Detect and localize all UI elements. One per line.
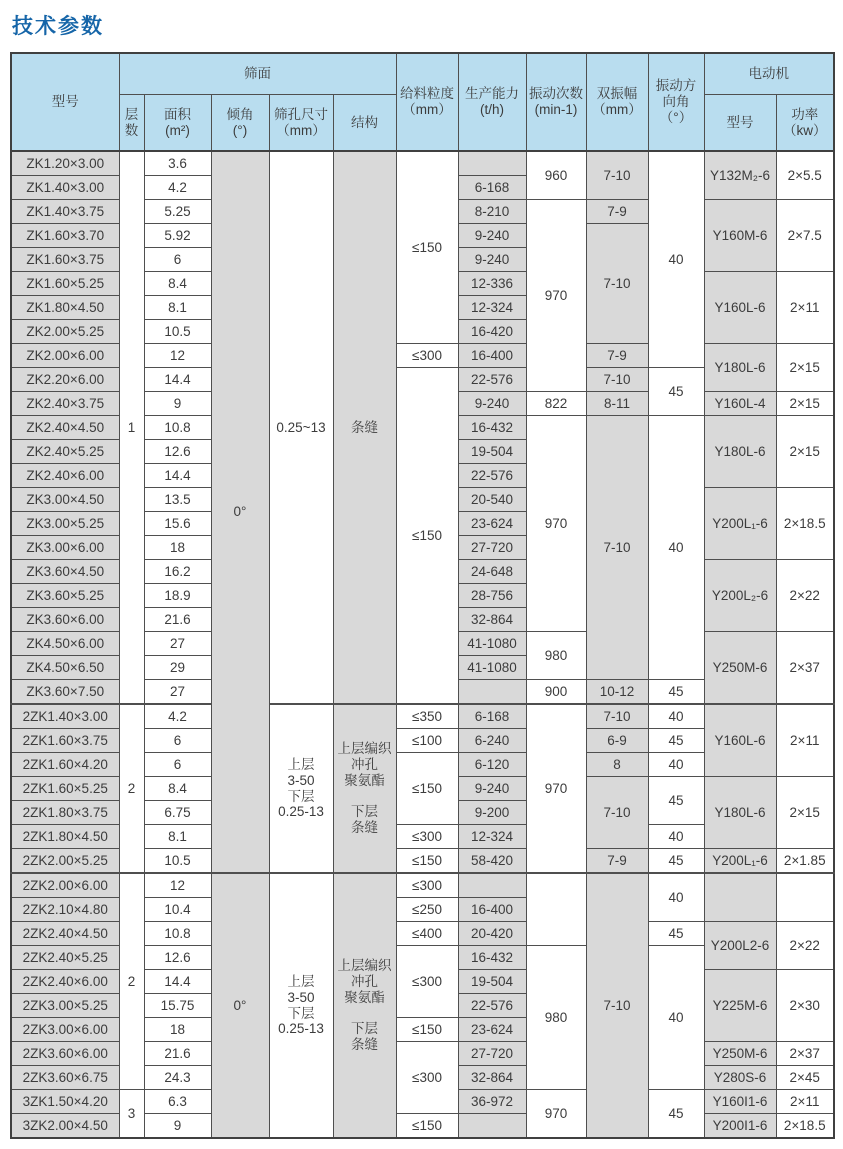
cell-model: 3ZK2.00×4.50: [11, 1114, 119, 1139]
cell-motor-model: Y132M₂-6: [704, 151, 776, 200]
cell-layers: 2: [119, 873, 144, 1090]
cell-model: 3ZK1.50×4.20: [11, 1090, 119, 1114]
cell-model: ZK3.60×5.25: [11, 584, 119, 608]
cell-feed-size: ≤300: [396, 873, 458, 898]
cell-area: 27: [144, 680, 211, 705]
cell-motor-model: [704, 873, 776, 922]
cell-feed-size: ≤150: [396, 151, 458, 344]
cell-model: 2ZK2.40×5.25: [11, 946, 119, 970]
cell-motor-model: Y160L-6: [704, 704, 776, 777]
header-capacity: 生产能力 (t/h): [458, 53, 526, 151]
cell-model: 2ZK3.00×6.00: [11, 1018, 119, 1042]
cell-motor-model: Y200L₁-6: [704, 849, 776, 874]
cell-vibration-frequency: 980: [526, 632, 586, 680]
cell-capacity: 28-756: [458, 584, 526, 608]
cell-area: 14.4: [144, 368, 211, 392]
cell-vibration-angle: 40: [648, 151, 704, 368]
cell-amplitude: 8-11: [586, 392, 648, 416]
spec-table-body: [11, 151, 834, 1138]
cell-area: 14.4: [144, 464, 211, 488]
cell-motor-model: Y250M-6: [704, 632, 776, 705]
cell-capacity: 23-624: [458, 512, 526, 536]
cell-motor-model: Y200L₂-6: [704, 560, 776, 632]
cell-area: 13.5: [144, 488, 211, 512]
cell-area: 10.8: [144, 416, 211, 440]
cell-area: 12.6: [144, 440, 211, 464]
cell-layers: 2: [119, 704, 144, 873]
cell-capacity: 27-720: [458, 1042, 526, 1066]
header-screen-surface: 筛面: [119, 53, 396, 95]
cell-model: ZK2.00×5.25: [11, 320, 119, 344]
header-motor-model: 型号: [704, 95, 776, 152]
cell-model: 2ZK1.60×3.75: [11, 729, 119, 753]
cell-motor-model: Y200L₁-6: [704, 488, 776, 560]
header-motor: 电动机: [704, 53, 834, 95]
cell-area: 18.9: [144, 584, 211, 608]
cell-amplitude: 10-12: [586, 680, 648, 705]
cell-capacity: [458, 680, 526, 705]
cell-model: ZK1.60×3.75: [11, 248, 119, 272]
cell-area: 6.3: [144, 1090, 211, 1114]
cell-model: ZK1.80×4.50: [11, 296, 119, 320]
cell-area: 10.8: [144, 922, 211, 946]
cell-area: 6: [144, 248, 211, 272]
header-model: 型号: [11, 53, 119, 151]
cell-model: 2ZK3.60×6.00: [11, 1042, 119, 1066]
cell-model: ZK3.00×6.00: [11, 536, 119, 560]
cell-motor-power: 2×11: [776, 704, 834, 777]
cell-incline: 0°: [211, 151, 269, 873]
cell-model: ZK1.40×3.00: [11, 176, 119, 200]
cell-amplitude: 7-9: [586, 849, 648, 874]
cell-vibration-angle: 45: [648, 1090, 704, 1139]
cell-area: 8.1: [144, 825, 211, 849]
cell-vibration-frequency: 970: [526, 704, 586, 873]
cell-amplitude: 7-10: [586, 416, 648, 680]
cell-capacity: 6-120: [458, 753, 526, 777]
cell-motor-power: 2×22: [776, 922, 834, 970]
cell-vibration-frequency: 822: [526, 392, 586, 416]
cell-motor-model: Y180L-6: [704, 344, 776, 392]
cell-motor-power: 2×5.5: [776, 151, 834, 200]
header-vibration-angle: 振动方 向角 （°）: [648, 53, 704, 151]
cell-area: 8.4: [144, 272, 211, 296]
cell-area: 12: [144, 873, 211, 898]
cell-capacity: 16-400: [458, 898, 526, 922]
cell-motor-model: Y280S-6: [704, 1066, 776, 1090]
cell-motor-power: 2×15: [776, 392, 834, 416]
cell-capacity: 12-336: [458, 272, 526, 296]
cell-amplitude: 7-10: [586, 151, 648, 200]
cell-area: 21.6: [144, 608, 211, 632]
cell-motor-model: Y180L-6: [704, 777, 776, 849]
cell-vibration-angle: 45: [648, 729, 704, 753]
cell-capacity: 19-504: [458, 970, 526, 994]
cell-model: ZK2.40×6.00: [11, 464, 119, 488]
cell-model: ZK3.60×7.50: [11, 680, 119, 705]
cell-vibration-angle: 45: [648, 849, 704, 874]
cell-structure: 条缝: [333, 151, 396, 704]
cell-area: 6.75: [144, 801, 211, 825]
cell-capacity: 41-1080: [458, 656, 526, 680]
cell-capacity: 22-576: [458, 464, 526, 488]
cell-model: 2ZK2.40×6.00: [11, 970, 119, 994]
cell-structure: 上层编织 冲孔 聚氨酯 下层 条缝: [333, 873, 396, 1138]
cell-model: ZK2.20×6.00: [11, 368, 119, 392]
cell-model: ZK2.40×5.25: [11, 440, 119, 464]
cell-capacity: 16-432: [458, 416, 526, 440]
cell-area: 15.75: [144, 994, 211, 1018]
cell-capacity: 6-168: [458, 176, 526, 200]
cell-motor-model: Y225M-6: [704, 970, 776, 1042]
cell-capacity: 27-720: [458, 536, 526, 560]
header-row: [11, 53, 834, 95]
cell-motor-power: 2×18.5: [776, 488, 834, 560]
cell-vibration-angle: 40: [648, 825, 704, 849]
cell-capacity: 12-324: [458, 825, 526, 849]
cell-area: 6: [144, 729, 211, 753]
cell-amplitude: 7-9: [586, 344, 648, 368]
cell-model: ZK3.60×4.50: [11, 560, 119, 584]
cell-capacity: 6-168: [458, 704, 526, 729]
cell-motor-model: Y180L-6: [704, 416, 776, 488]
cell-capacity: 8-210: [458, 200, 526, 224]
cell-area: 12: [144, 344, 211, 368]
cell-motor-power: 2×11: [776, 272, 834, 344]
cell-motor-model: Y160L-4: [704, 392, 776, 416]
cell-vibration-angle: 40: [648, 753, 704, 777]
cell-vibration-angle: 40: [648, 416, 704, 680]
cell-motor-power: 2×37: [776, 632, 834, 705]
spec-table-header: [11, 53, 834, 151]
header-motor-power: 功率 （kw）: [776, 95, 834, 152]
cell-vibration-angle: 40: [648, 873, 704, 922]
cell-capacity: 16-420: [458, 320, 526, 344]
cell-layers: 3: [119, 1090, 144, 1139]
cell-model: ZK4.50×6.50: [11, 656, 119, 680]
cell-area: 8.4: [144, 777, 211, 801]
cell-area: 29: [144, 656, 211, 680]
cell-model: ZK1.60×5.25: [11, 272, 119, 296]
cell-vibration-frequency: 970: [526, 200, 586, 392]
cell-model: ZK2.40×3.75: [11, 392, 119, 416]
cell-model: 2ZK1.60×4.20: [11, 753, 119, 777]
cell-vibration-frequency: 960: [526, 151, 586, 200]
cell-capacity: 9-240: [458, 224, 526, 248]
cell-model: 2ZK3.60×6.75: [11, 1066, 119, 1090]
cell-model: ZK3.60×6.00: [11, 608, 119, 632]
cell-capacity: 20-540: [458, 488, 526, 512]
cell-mesh-size: 0.25~13: [269, 151, 333, 704]
cell-capacity: 58-420: [458, 849, 526, 874]
header-feed-size: 给料粒度 （mm）: [396, 53, 458, 151]
cell-motor-power: 2×1.85: [776, 849, 834, 874]
cell-vibration-frequency: 980: [526, 946, 586, 1090]
header-layers: 层 数: [119, 95, 144, 152]
cell-motor-power: 2×30: [776, 970, 834, 1042]
cell-feed-size: ≤150: [396, 753, 458, 825]
cell-motor-model: Y200I1-6: [704, 1114, 776, 1139]
cell-capacity: 6-240: [458, 729, 526, 753]
cell-model: 2ZK1.80×3.75: [11, 801, 119, 825]
cell-amplitude: 7-10: [586, 704, 648, 729]
cell-amplitude: 7-9: [586, 200, 648, 224]
cell-area: 12.6: [144, 946, 211, 970]
cell-area: 18: [144, 536, 211, 560]
cell-area: 15.6: [144, 512, 211, 536]
cell-motor-model: Y250M-6: [704, 1042, 776, 1066]
cell-motor-power: 2×15: [776, 344, 834, 392]
cell-capacity: 16-432: [458, 946, 526, 970]
cell-model: 2ZK2.00×6.00: [11, 873, 119, 898]
cell-vibration-angle: 45: [648, 680, 704, 705]
cell-capacity: 9-240: [458, 777, 526, 801]
cell-feed-size: ≤300: [396, 825, 458, 849]
cell-vibration-frequency: [526, 873, 586, 946]
cell-feed-size: ≤150: [396, 1114, 458, 1139]
cell-model: 2ZK3.00×5.25: [11, 994, 119, 1018]
cell-model: ZK1.20×3.00: [11, 151, 119, 176]
cell-amplitude: 6-9: [586, 729, 648, 753]
cell-capacity: 9-240: [458, 248, 526, 272]
cell-capacity: [458, 1114, 526, 1139]
cell-area: 16.2: [144, 560, 211, 584]
cell-motor-power: 2×22: [776, 560, 834, 632]
cell-area: 14.4: [144, 970, 211, 994]
cell-motor-power: [776, 873, 834, 922]
cell-mesh-size: 上层 3-50 下层 0.25-13: [269, 704, 333, 873]
cell-motor-model: Y160M-6: [704, 200, 776, 272]
cell-vibration-angle: 40: [648, 946, 704, 1090]
cell-feed-size: ≤250: [396, 898, 458, 922]
cell-capacity: [458, 873, 526, 898]
header-area: 面积 (m²): [144, 95, 211, 152]
cell-motor-model: Y160L-6: [704, 272, 776, 344]
cell-capacity: 12-324: [458, 296, 526, 320]
cell-capacity: 22-576: [458, 994, 526, 1018]
cell-motor-power: 2×37: [776, 1042, 834, 1066]
cell-amplitude: 8: [586, 753, 648, 777]
cell-feed-size: ≤300: [396, 1042, 458, 1114]
cell-capacity: 23-624: [458, 1018, 526, 1042]
header-amplitude: 双振幅 （mm）: [586, 53, 648, 151]
cell-motor-model: Y200L2-6: [704, 922, 776, 970]
cell-motor-power: 2×18.5: [776, 1114, 834, 1139]
cell-model: 2ZK2.40×4.50: [11, 922, 119, 946]
cell-area: 8.1: [144, 296, 211, 320]
cell-capacity: 36-972: [458, 1090, 526, 1114]
cell-model: 2ZK2.00×5.25: [11, 849, 119, 874]
cell-area: 4.2: [144, 704, 211, 729]
cell-capacity: 9-240: [458, 392, 526, 416]
cell-vibration-angle: 45: [648, 922, 704, 946]
cell-capacity: 9-200: [458, 801, 526, 825]
cell-motor-model: Y160I1-6: [704, 1090, 776, 1114]
cell-mesh-size: 上层 3-50 下层 0.25-13: [269, 873, 333, 1138]
cell-feed-size: ≤150: [396, 849, 458, 874]
cell-structure: 上层编织 冲孔 聚氨酯 下层 条缝: [333, 704, 396, 873]
cell-amplitude: 7-10: [586, 368, 648, 392]
cell-area: 24.3: [144, 1066, 211, 1090]
cell-area: 4.2: [144, 176, 211, 200]
cell-model: 2ZK2.10×4.80: [11, 898, 119, 922]
cell-vibration-frequency: 900: [526, 680, 586, 705]
cell-model: ZK3.00×4.50: [11, 488, 119, 512]
cell-area: 6: [144, 753, 211, 777]
cell-capacity: 24-648: [458, 560, 526, 584]
cell-model: ZK2.00×6.00: [11, 344, 119, 368]
table-row: [11, 151, 834, 176]
cell-capacity: 19-504: [458, 440, 526, 464]
cell-vibration-frequency: 970: [526, 416, 586, 632]
cell-motor-power: 2×15: [776, 416, 834, 488]
cell-area: 5.92: [144, 224, 211, 248]
header-vibration-frequency: 振动次数 (min-1): [526, 53, 586, 151]
cell-amplitude: 7-10: [586, 224, 648, 344]
page-title: 技术参数: [12, 15, 104, 38]
cell-area: 10.4: [144, 898, 211, 922]
cell-area: 18: [144, 1018, 211, 1042]
cell-model: ZK4.50×6.00: [11, 632, 119, 656]
cell-vibration-frequency: 970: [526, 1090, 586, 1139]
cell-model: 2ZK1.80×4.50: [11, 825, 119, 849]
cell-capacity: 32-864: [458, 1066, 526, 1090]
cell-motor-power: 2×15: [776, 777, 834, 849]
cell-feed-size: ≤150: [396, 1018, 458, 1042]
cell-model: ZK2.40×4.50: [11, 416, 119, 440]
cell-incline: 0°: [211, 873, 269, 1138]
cell-area: 10.5: [144, 320, 211, 344]
cell-capacity: [458, 151, 526, 176]
cell-amplitude: 7-10: [586, 873, 648, 1138]
table-row: [11, 704, 834, 729]
table-row: [11, 873, 834, 898]
cell-capacity: 22-576: [458, 368, 526, 392]
cell-area: 10.5: [144, 849, 211, 874]
cell-feed-size: ≤150: [396, 368, 458, 705]
header-structure: 结构: [333, 95, 396, 152]
spec-table: [10, 52, 835, 1139]
cell-amplitude: 7-10: [586, 777, 648, 849]
cell-model: 2ZK1.60×5.25: [11, 777, 119, 801]
cell-area: 9: [144, 392, 211, 416]
cell-vibration-angle: 45: [648, 777, 704, 825]
cell-motor-power: 2×45: [776, 1066, 834, 1090]
cell-vibration-angle: 45: [648, 368, 704, 416]
cell-layers: 1: [119, 151, 144, 704]
cell-area: 27: [144, 632, 211, 656]
cell-model: ZK1.60×3.70: [11, 224, 119, 248]
header-mesh-size: 筛孔尺寸 （mm）: [269, 95, 333, 152]
header-incline: 倾角 (°): [211, 95, 269, 152]
cell-capacity: 16-400: [458, 344, 526, 368]
cell-feed-size: ≤300: [396, 946, 458, 1018]
cell-model: ZK1.40×3.75: [11, 200, 119, 224]
cell-area: 3.6: [144, 151, 211, 176]
cell-capacity: 20-420: [458, 922, 526, 946]
cell-area: 9: [144, 1114, 211, 1139]
cell-motor-power: 2×7.5: [776, 200, 834, 272]
cell-feed-size: ≤400: [396, 922, 458, 946]
cell-area: 5.25: [144, 200, 211, 224]
cell-capacity: 32-864: [458, 608, 526, 632]
cell-feed-size: ≤350: [396, 704, 458, 729]
cell-area: 21.6: [144, 1042, 211, 1066]
cell-motor-power: 2×11: [776, 1090, 834, 1114]
cell-feed-size: ≤100: [396, 729, 458, 753]
cell-vibration-angle: 40: [648, 704, 704, 729]
cell-model: ZK3.00×5.25: [11, 512, 119, 536]
cell-feed-size: ≤300: [396, 344, 458, 368]
cell-capacity: 41-1080: [458, 632, 526, 656]
cell-model: 2ZK1.40×3.00: [11, 704, 119, 729]
